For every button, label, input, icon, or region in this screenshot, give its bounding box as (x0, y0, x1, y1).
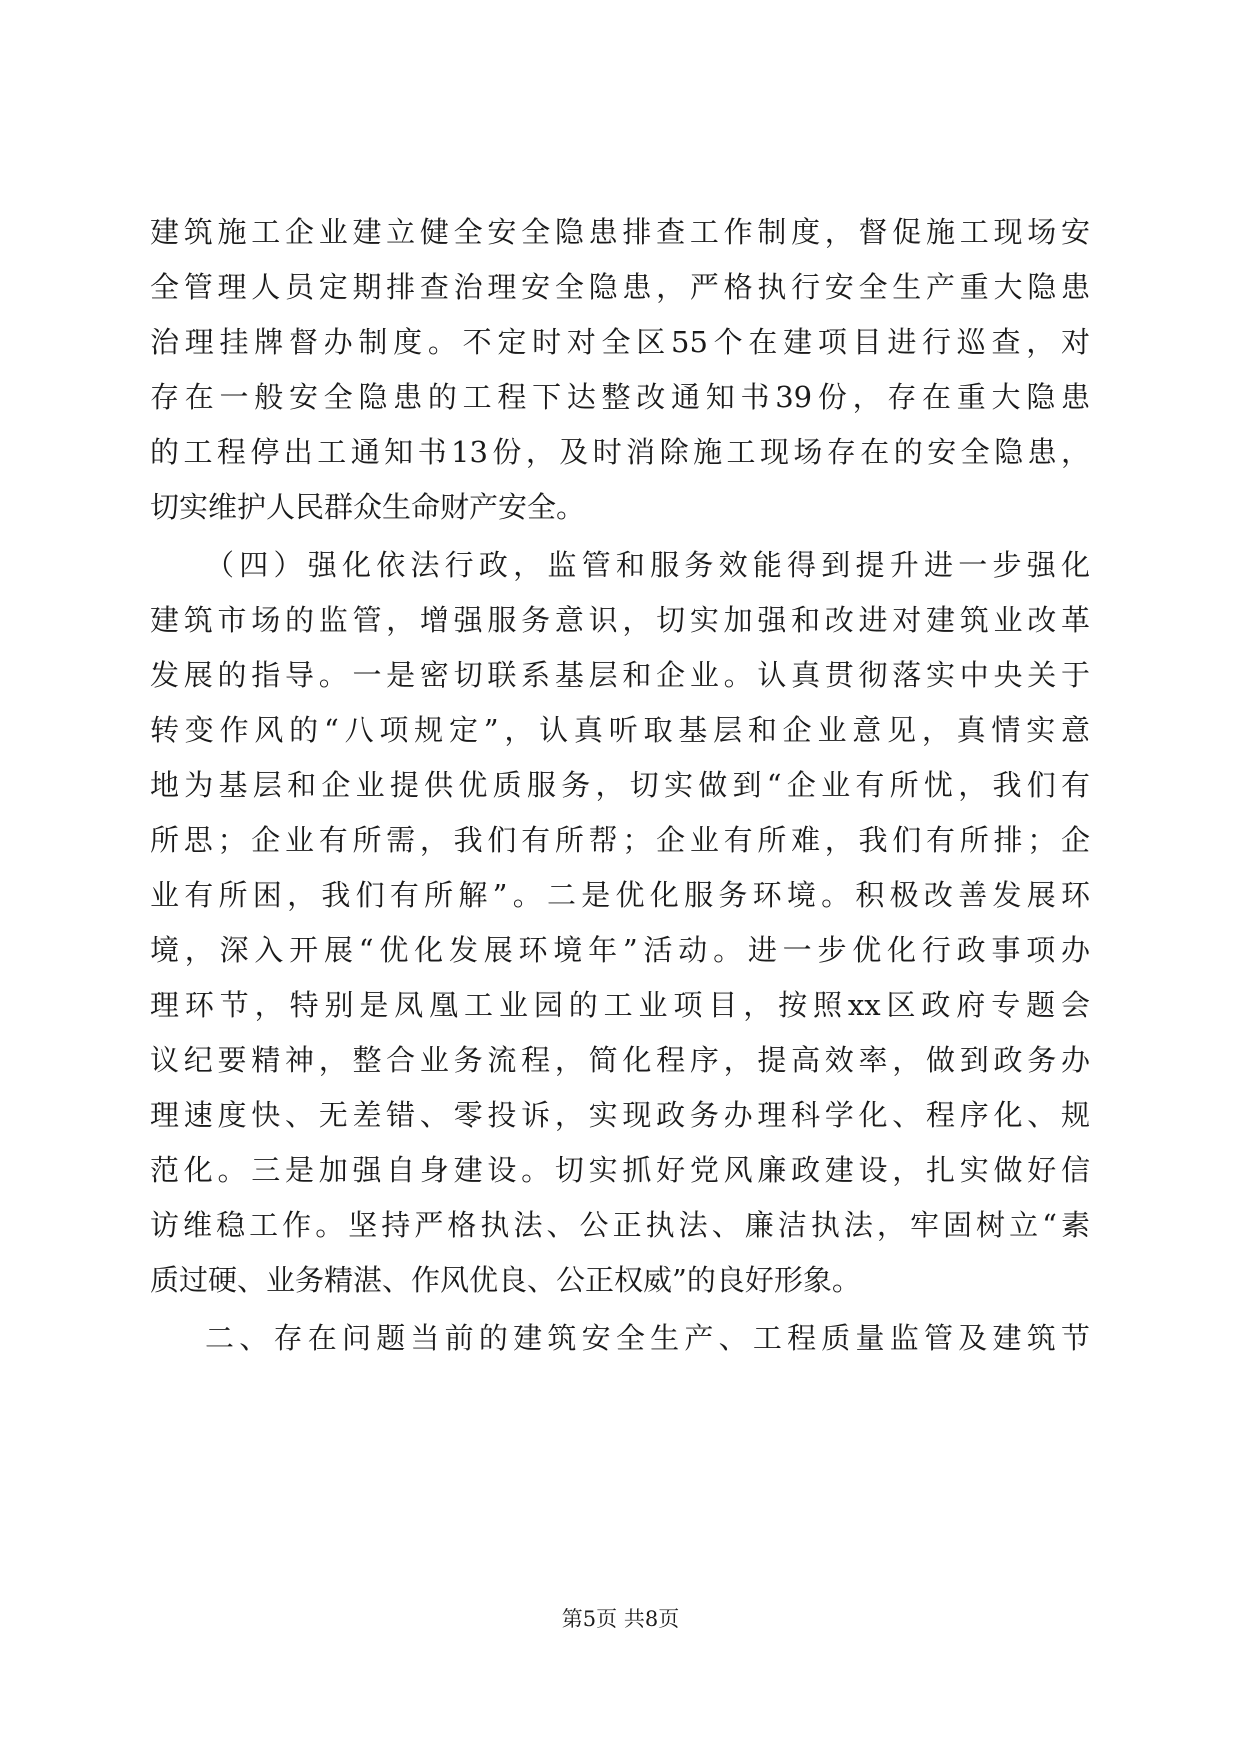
text-line: 存在一般安全隐患的工程下达整改通知书39份，存在重大隐患 (150, 380, 1090, 414)
text-line: 切实维护人民群众生命财产安全。 (150, 490, 586, 524)
text-line: 访维稳工作。坚持严格执法、公正执法、廉洁执法，牢固树立“素 (150, 1208, 1090, 1242)
text-line: 所思；企业有所需，我们有所帮；企业有所难，我们有所排；企 (150, 823, 1090, 857)
text-line: 范化。三是加强自身建设。切实抓好党风廉政建设，扎实做好信 (150, 1153, 1090, 1187)
text-line: 转变作风的“八项规定”，认真听取基层和企业意见，真情实意 (150, 713, 1090, 747)
text-line: 业有所困，我们有所解”。二是优化服务环境。积极改善发展环 (150, 878, 1090, 912)
page-footer: 第5页 共8页 (561, 1607, 680, 1631)
text-line: 质过硬、业务精湛、作风优良、公正权威”的良好形象。 (150, 1263, 861, 1297)
text-line: 境，深入开展“优化发展环境年”活动。进一步优化行政事项办 (150, 933, 1090, 967)
text-line: 议纪要精神，整合业务流程，简化程序，提高效率，做到政务办 (150, 1043, 1090, 1077)
section-heading-line: （四）强化依法行政，监管和服务效能得到提升进一步强化 (205, 548, 1090, 582)
text-line: 的工程停出工通知书13份，及时消除施工现场存在的安全隐患， (150, 435, 1090, 469)
text-line: 治理挂牌督办制度。不定时对全区55个在建项目进行巡查，对 (150, 325, 1090, 359)
text-line: 建筑市场的监管，增强服务意识，切实加强和改进对建筑业改革 (150, 603, 1090, 637)
text-line: 理速度快、无差错、零投诉，实现政务办理科学化、程序化、规 (150, 1098, 1090, 1132)
text-line: 全管理人员定期排查治理安全隐患，严格执行安全生产重大隐患 (150, 270, 1090, 304)
text-line: 建筑施工企业建立健全安全隐患排查工作制度，督促施工现场安 (150, 215, 1090, 249)
section-heading-line: 二、存在问题当前的建筑安全生产、工程质量监管及建筑节 (205, 1321, 1090, 1355)
text-line: 理环节，特别是凤凰工业园的工业项目，按照xx区政府专题会 (150, 988, 1090, 1022)
text-line: 地为基层和企业提供优质服务，切实做到“企业有所忧，我们有 (150, 768, 1090, 802)
text-line: 发展的指导。一是密切联系基层和企业。认真贯彻落实中央关于 (150, 658, 1090, 692)
